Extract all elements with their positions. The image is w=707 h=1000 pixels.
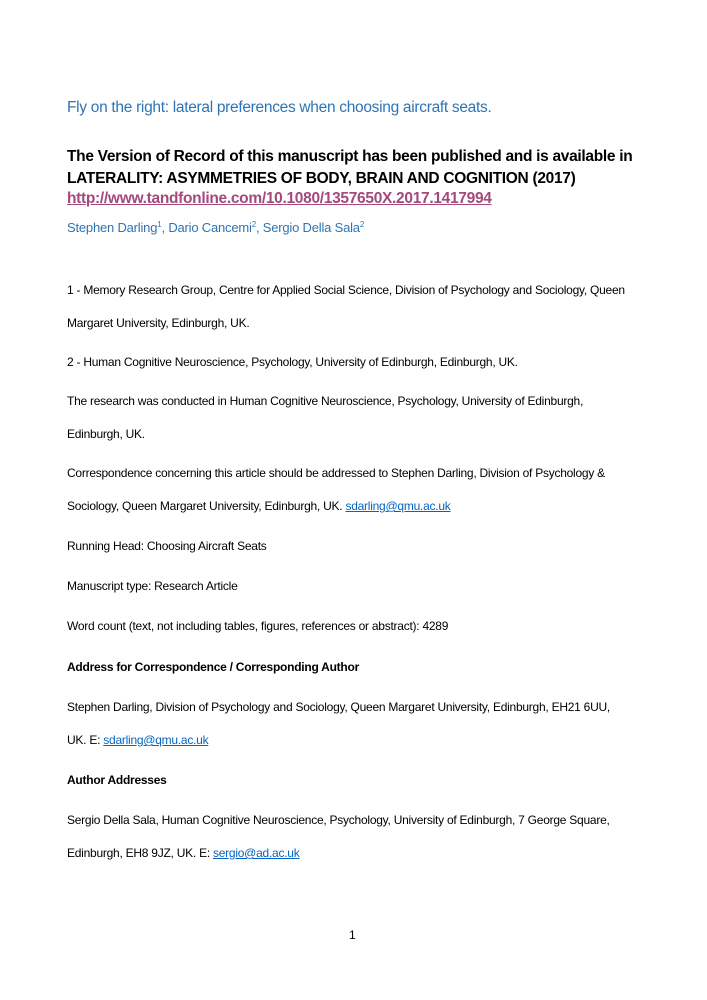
corresponding-author-line-2 [67,733,208,747]
author-separator: , [255,220,263,235]
author-affiliation-mark: 2 [359,220,365,229]
correspondence-email-link[interactable]: sdarling@qmu.ac.uk [345,499,451,513]
correspondence-line-1: Correspondence concerning this article should be addressed to Stephen Darling, Division of Psychology & [67,466,605,480]
version-of-record-line-1: The Version of Record of this manuscript has been published and is available in [67,148,633,165]
corresponding-author-line-1: Stephen Darling, Division of Psychology and Sociology, Queen Margaret University, Edinburgh, EH21 6UU, [67,700,611,714]
affiliation-1-line-2: Margaret University, Edinburgh, UK. [67,316,250,330]
author-separator: , [161,220,169,235]
affiliation-1-line-1: 1 - Memory Research Group, Centre for Applied Social Science, Division of Psychology and Sociology, Queen [67,283,625,297]
research-note-line-2: Edinburgh, UK. [67,427,145,441]
correspondence-line-2 [67,499,451,513]
author-name: Dario Cancemi [168,220,252,235]
author-address-line-2 [67,846,299,860]
author-name: Sergio Della Sala [262,220,360,235]
research-note-line-1: The research was conducted in Human Cognitive Neuroscience, Psychology, University of Edinburgh, [67,394,584,408]
version-of-record-journal: LATERALITY: ASYMMETRIES OF BODY, BRAIN AND COGNITION (2017) [67,170,576,187]
author-address-text: Edinburgh, EH8 9JZ, UK. E: [67,846,213,860]
paper-title: Fly on the right: lateral preferences when choosing aircraft seats. [67,99,492,116]
author-affiliation-mark: 1 [157,220,162,229]
running-head: Running Head: Choosing Aircraft Seats [67,539,267,553]
author-affiliation-mark: 2 [251,220,256,229]
doi-link[interactable]: http://www.tandfonline.com/10.1080/1357650X.2017.1417994 [67,190,492,207]
author-list [67,220,364,235]
affiliation-2: 2 - Human Cognitive Neuroscience, Psychology, University of Edinburgh, Edinburgh, UK. [67,355,518,369]
corresponding-author-email-link[interactable]: sdarling@qmu.ac.uk [103,733,209,747]
author-address-line-1: Sergio Della Sala, Human Cognitive Neuroscience, Psychology, University of Edinburgh, 7 George Square, [67,813,610,827]
page-number: 1 [349,928,356,942]
author-addresses-heading: Author Addresses [67,773,167,787]
correspondence-text: Sociology, Queen Margaret University, Edinburgh, UK. [67,499,346,513]
manuscript-type: Manuscript type: Research Article [67,579,238,593]
corresponding-author-text: UK. E: [67,733,104,747]
author-address-email-link[interactable]: sergio@ad.ac.uk [213,846,300,860]
corresponding-author-heading: Address for Correspondence / Corresponding Author [67,660,359,674]
word-count: Word count (text, not including tables, figures, references or abstract): 4289 [67,619,449,633]
author-name: Stephen Darling [67,220,158,235]
